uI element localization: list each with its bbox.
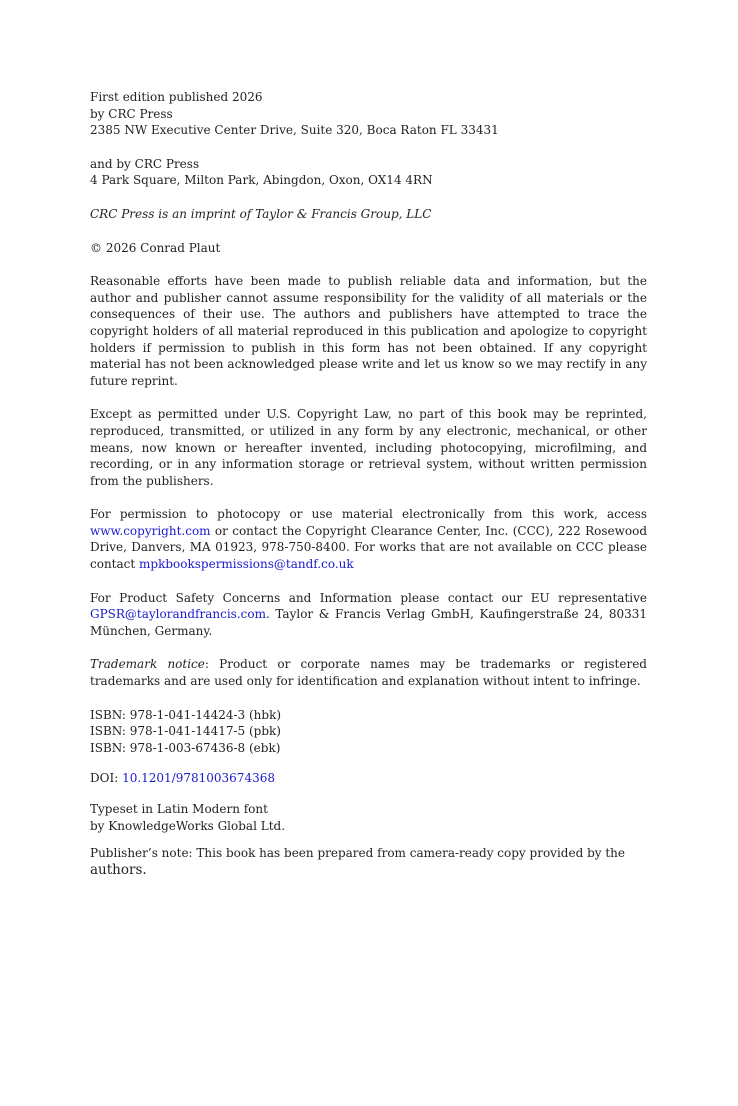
- trademark-label: Trademark notice: [90, 657, 205, 672]
- publisher-line: by CRC Press: [90, 106, 173, 121]
- doi-link[interactable]: 10.1201/9781003674368: [122, 771, 275, 786]
- typesetter-line: by KnowledgeWorks Global Ltd.: [90, 818, 286, 833]
- permissions-email-link[interactable]: mpkbookspermissions@tandf.co.uk: [139, 557, 354, 572]
- copyright-com-link[interactable]: www.copyright.com: [90, 523, 211, 538]
- doi-label: DOI:: [90, 771, 123, 786]
- imprint-statement: CRC Press is an imprint of Taylor & Francis Group, LLC: [90, 206, 432, 221]
- safety-text: For Product Safety Concerns and Information please contact our EU representative: [90, 590, 647, 605]
- trademark-paragraph: [90, 656, 647, 689]
- isbn-ebk: ISBN: 978-1-003-67436-8 (ebk): [90, 740, 281, 755]
- edition-line: First edition published 2026: [90, 90, 263, 104]
- permission-paragraph: [90, 506, 647, 572]
- typeset-font-line: Typeset in Latin Modern font: [90, 802, 268, 816]
- publisher-note-text: Publisher’s note: This book has been prepared from camera-ready copy provided by the: [90, 846, 625, 861]
- publisher-note: [90, 845, 647, 878]
- gpsr-email-link[interactable]: GPSR@taylorandfrancis.com: [90, 607, 266, 622]
- typeset-block: [90, 801, 647, 834]
- safety-address: . Taylor & Francis Verlag GmbH, Kaufingerstraße 24, 80331 München, Germany.: [90, 607, 647, 638]
- publisher-note-end: authors.: [90, 861, 147, 878]
- isbn-list: [90, 707, 647, 757]
- edition-block: [90, 89, 647, 139]
- product-safety-paragraph: [90, 590, 647, 640]
- isbn-hbk: ISBN: 978-1-041-14424-3 (hbk): [90, 707, 282, 722]
- isbn-pbk: ISBN: 978-1-041-14417-5 (pbk): [90, 724, 281, 739]
- publisher-address: 2385 NW Executive Center Drive, Suite 320, Boca Raton FL 33431: [90, 123, 499, 138]
- trademark-text: : Product or corporate names may be trademarks or registered trademarks and are used only for identification and explanation without intent to infringe.: [90, 657, 647, 689]
- permitted-use-paragraph: Except as permitted under U.S. Copyright Law, no part of this book may be reprinted, reproduced, transmitted, or utilized in any form by any electronic, mechanical, or other means, now known or hereafter invented, including photocopying, microfilming, and recording, or in any information storage or retrieval system, without written permission from the publishers.: [90, 407, 647, 488]
- permission-text: For permission to photocopy or use material electronically from this work, access: [90, 507, 647, 522]
- copyright-line: © 2026 Conrad Plaut: [90, 240, 221, 255]
- second-publisher-address: 4 Park Square, Milton Park, Abingdon, Oxon, OX14 4RN: [90, 173, 433, 188]
- second-publisher-block: [90, 156, 647, 189]
- permission-text-continued: or contact the Copyright Clearance Center, Inc. (CCC), 222 Rosewood Drive, Danvers, MA 01923, 978-750-8400. For works that are not available on CCC please contact: [90, 523, 647, 572]
- second-publisher-line: and by CRC Press: [90, 156, 200, 171]
- doi-line: [90, 770, 647, 787]
- disclaimer-paragraph: Reasonable efforts have been made to publish reliable data and information, but the author and publisher cannot assume responsibility for the validity of all materials or the consequences of their use. The authors and publishers have attempted to trace the copyright holders of all material reproduced in this publication and apologize to copyright holders if permission to publish in this form has not been obtained. If any copyright material has not been acknowledged please write and let us know so we may rectify in any future reprint.: [90, 274, 647, 388]
